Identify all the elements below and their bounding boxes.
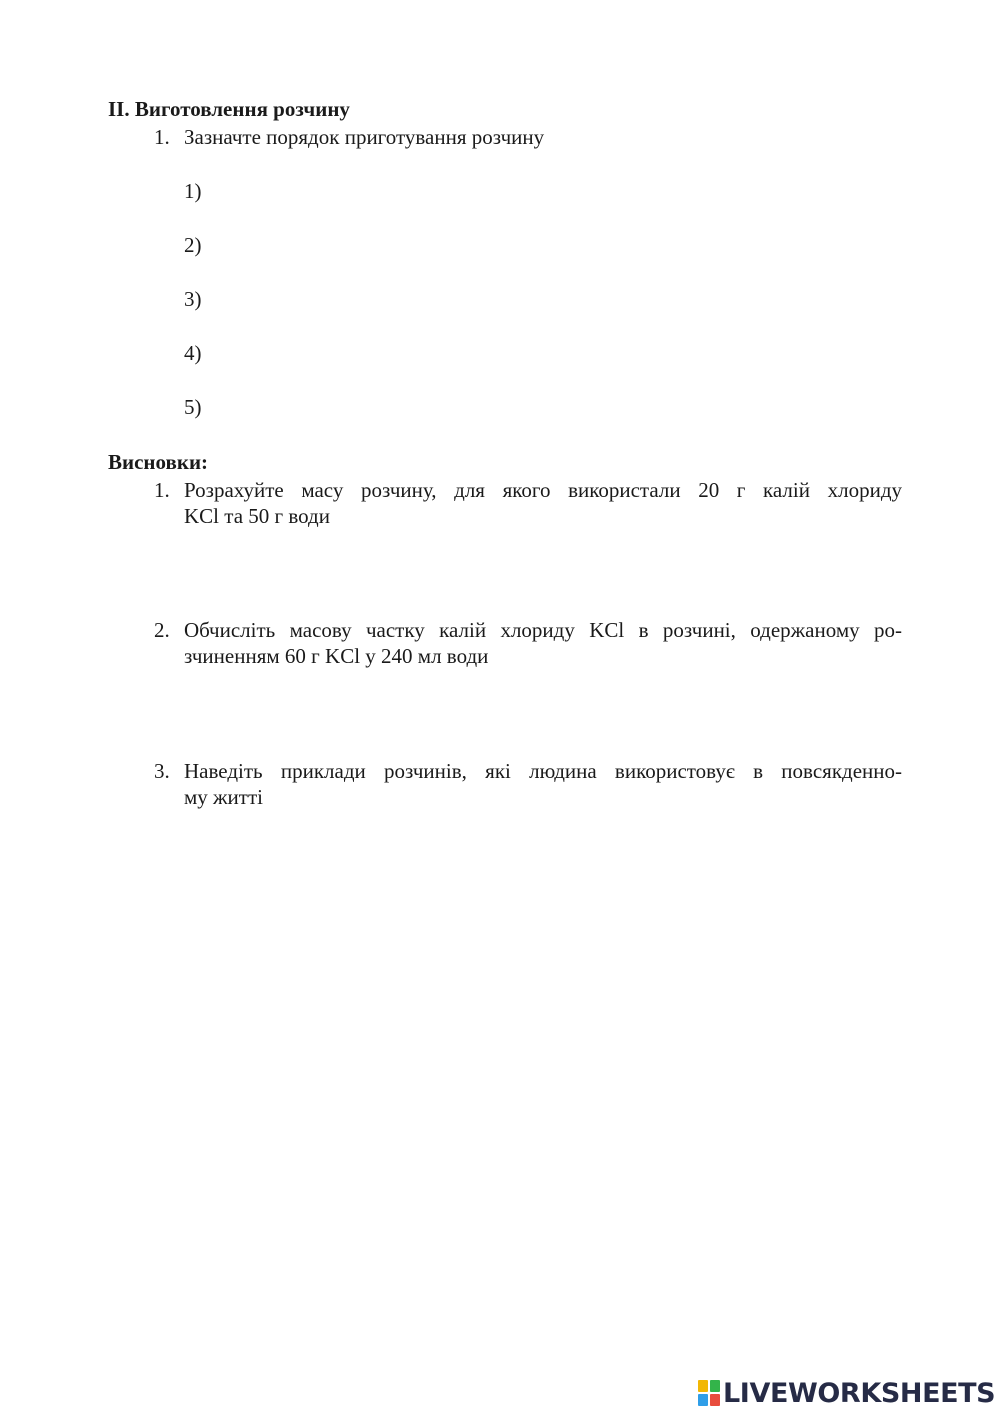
question-2-line-2: зчиненням 60 г KCl у 240 мл води — [184, 644, 489, 668]
step-4-label: 4) — [184, 341, 202, 365]
question-3-line-1: Наведіть приклади розчинів, які людина використовує в повсякденно- — [184, 759, 902, 783]
question-1-number: 1. — [154, 478, 170, 502]
question-3-line-2: му житті — [184, 785, 263, 809]
question-2-number: 2. — [154, 618, 170, 642]
logo-text: LIVEWORKSHEETS — [723, 1377, 996, 1409]
question-3-number: 3. — [154, 759, 170, 783]
step-2-label: 2) — [184, 233, 202, 257]
task-number: 1. — [154, 125, 170, 149]
question-2-line-1: Обчисліть масову частку калій хлориду KCl в розчині, одержаному ро- — [184, 618, 902, 642]
section-heading: II. Виготовлення розчину — [108, 97, 350, 121]
task-text: Зазначте порядок приготування розчину — [184, 125, 545, 149]
liveworksheets-logo — [698, 1378, 995, 1408]
step-1-label: 1) — [184, 179, 202, 203]
logo-mark-icon — [698, 1380, 720, 1406]
question-1-line-2: KCl та 50 г води — [184, 504, 330, 528]
step-3-label: 3) — [184, 287, 202, 311]
question-1-line-1: Розрахуйте масу розчину, для якого використали 20 г калій хлориду — [184, 478, 902, 502]
conclusions-heading: Висновки: — [108, 450, 209, 474]
step-5-label: 5) — [184, 395, 202, 419]
